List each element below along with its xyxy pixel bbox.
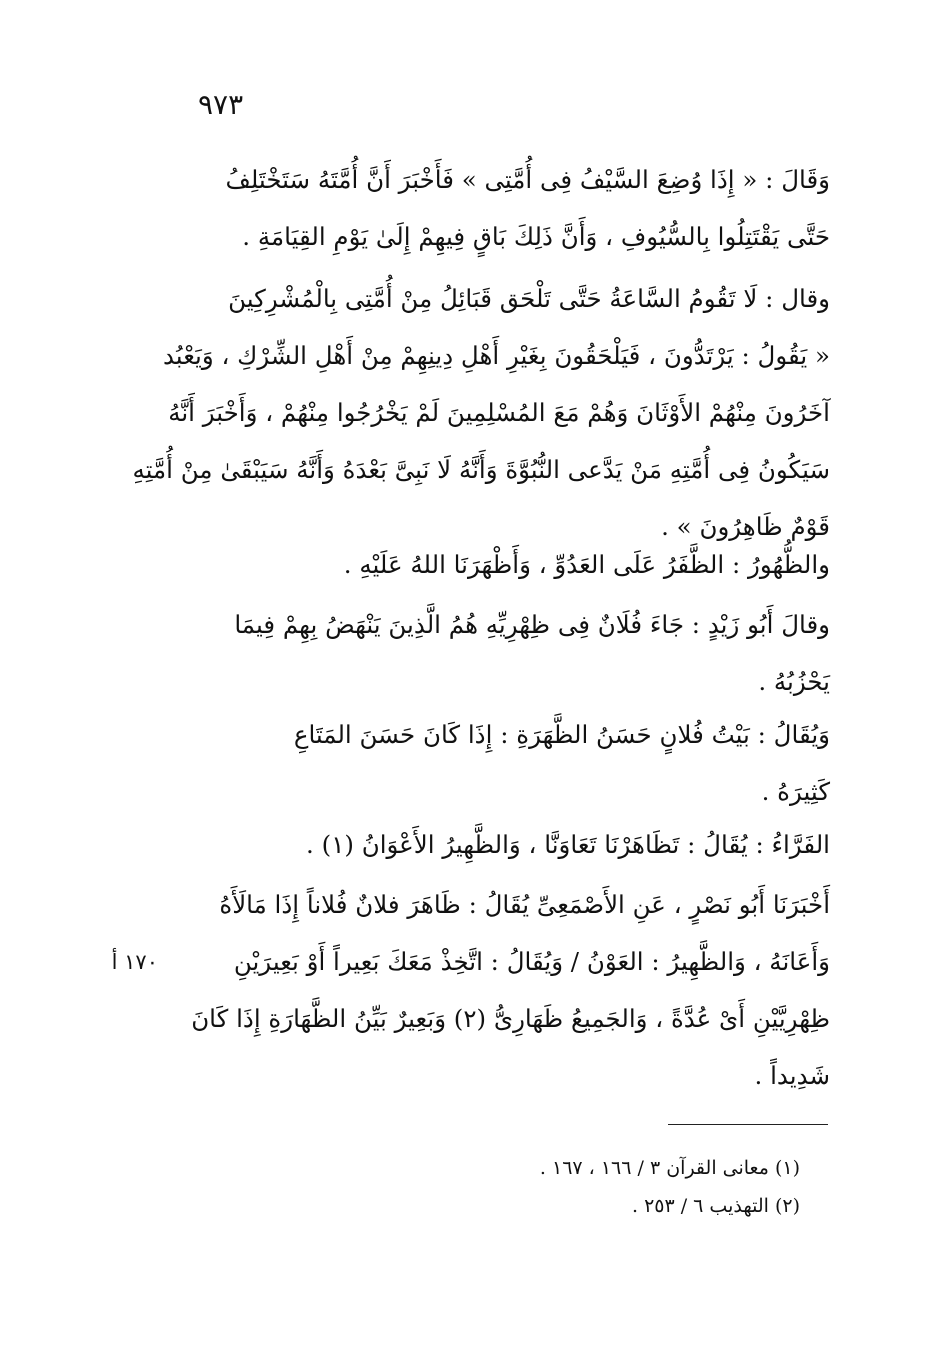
paragraph-1: [160, 151, 830, 265]
text-line: آخَرُونَ مِنْهُمْ الأَوْثَانَ وَهُمْ مَعَ المُسْلِمِينَ لَمْ يَخْرُجُوا مِنْهُمْ ، وَأَخْبَرَ أَنَّهُ: [168, 398, 830, 427]
paragraph-7: [160, 876, 830, 1104]
text-line: وَأَعَانَهُ ، وَالظَّهِيرُ : العَوْنُ / وَيُقَالُ : اتَّخِذْ مَعَكَ بَعِيراً أَوْ بَعِيرَيْنِ: [233, 947, 830, 976]
paragraph-2: [132, 270, 830, 555]
text-line: الفَرَّاءُ : يُقَالُ : تَظَاهَرْنَا تَعَاوَنَّا ، وَالظَّهِيرُ الأَعْوَانُ (١) .: [306, 830, 830, 859]
text-line: شَدِيداً .: [754, 1061, 830, 1090]
text-line: وَقَالَ : « إِذَا وُضِعَ السَّيْفُ فِى أُمَّتِى » فَأَخْبَرَ أَنَّ أُمَّتَهُ سَتَخْتَلِفُ: [225, 165, 830, 194]
paragraph-4: [160, 596, 830, 710]
text-line: قَوْمٌ ظَاهِرُونَ » .: [661, 512, 830, 541]
text-line: سَيَكُونُ فِى أُمَّتِهِ مَنْ يَدَّعى النُّبُوَّةَ وَأَنَّهُ لَا نَبِىَّ بَعْدَهُ وَأَنَّهُ سَيَبْقَىٰ مِنْ أُمَّتِهِ: [132, 455, 830, 484]
text-line: حَتَّى يَقْتَتِلُوا بِالسُّيُوفِ ، وَأَنَّ ذَلِكَ بَاقٍ فِيهِمْ إِلَىٰ يَوْمِ القِيَامَةِ .: [242, 222, 830, 251]
page-number: ٩٧٣: [198, 88, 244, 121]
text-line: كَثِيرَهُ .: [761, 777, 830, 806]
footnote-1: (١) معانى القرآن ٣ / ١٦٦ ، ١٦٧ .: [539, 1157, 800, 1179]
text-line: يَحْزُبُهُ .: [758, 667, 830, 696]
text-line: وقالَ أَبُو زَيْدٍ : جَاءَ فُلَانٌ فِى ظِهْرِيِّهِ هُمُ الَّذِينَ يَنْهَضُ بِهِمْ فِيمَا: [234, 610, 830, 639]
margin-folio-note: ١٧٠ أ: [111, 950, 158, 974]
text-line: والظُّهُورُ : الظَّفَرُ عَلَى العَدُوِّ ، وَأَظْهَرَنَا اللهُ عَلَيْهِ .: [343, 550, 830, 579]
paragraph-5: [160, 706, 830, 820]
footnote-divider: [668, 1124, 828, 1125]
text-line: وقال : لَا تَقُومُ السَّاعَةُ حَتَّى تَلْحَق قَبَائِلُ مِنْ أُمَّتِى بِالْمُشْرِكِينَ: [228, 284, 830, 313]
text-line: « يَقُولُ : يَرْتَدُّونَ ، فَيَلْحَقُونَ بِغَيْرِ أَهْلِ دِينِهِمْ مِنْ أَهْلِ الشِّرْكِ ، وَيَعْبُد: [162, 341, 830, 370]
footnote-2: (٢) التهذيب ٦ / ٢٥٣ .: [631, 1195, 800, 1217]
paragraph-6: [160, 816, 830, 873]
paragraph-3: [160, 536, 830, 593]
text-line: ظِهْرِيَّيْنِ أَىْ عُدَّةً ، وَالجَمِيعُ ظَهَارِىُّ (٢) وَبَعِيرٌ بَيِّنُ الظَّهَارَةِ إِذَا كَانَ: [191, 1004, 830, 1033]
text-line: أَخْبَرَنَا أَبُو نَصْرٍ ، عَنِ الأَصْمَعِىِّ يُقَالُ : ظَاهَرَ فلانٌ فُلاناً إِذَا مَالَأَهُ: [219, 890, 830, 919]
text-line: وَيُقَالُ : بَيْتُ فُلانٍ حَسَنُ الظَّهَرَةِ : إِذَا كَانَ حَسَنَ المَتَاعِ: [293, 720, 830, 749]
